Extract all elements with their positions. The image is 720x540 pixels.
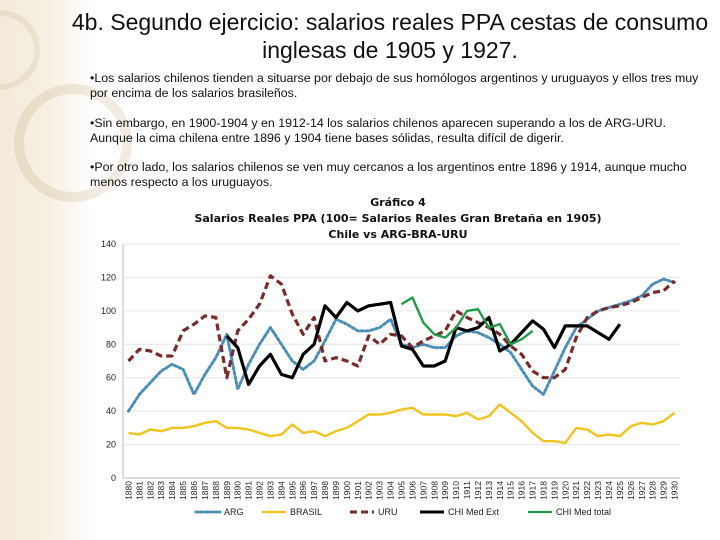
y-tick-label: 60 — [105, 372, 116, 383]
x-tick-label: 1914 — [494, 481, 505, 500]
y-tick-label: 20 — [105, 439, 116, 450]
slide-title: 4b. Segundo ejercicio: salarios reales PPA cestas de consumo inglesas de 1905 y 1927. — [71, 9, 709, 63]
series-line-chi-med-total — [402, 298, 533, 345]
x-tick-label: 1921 — [571, 481, 582, 500]
x-tick-label: 1884 — [167, 481, 178, 500]
x-tick-label: 1930 — [669, 481, 680, 500]
x-tick-label: 1894 — [276, 481, 287, 500]
x-tick-label: 1880 — [123, 481, 134, 500]
x-tick-label: 1881 — [134, 481, 145, 500]
x-tick-label: 1888 — [210, 481, 221, 500]
x-tick-label: 1899 — [330, 481, 341, 500]
chart-title-line-1: Gráfico 4 — [370, 196, 426, 209]
x-tick-label: 1890 — [232, 481, 243, 500]
x-tick-label: 1901 — [352, 481, 363, 500]
chart-series — [129, 276, 675, 443]
x-tick-label: 1889 — [221, 481, 232, 500]
bullet-1: •Los salarios chilenos tienden a situarse por debajo de sus homólogos argentinos y uruguayos y ellos tres muy por encima de los salarios brasileños. — [90, 71, 699, 100]
series-line-brasil — [129, 405, 675, 443]
x-tick-label: 1912 — [472, 481, 483, 500]
x-tick-label: 1910 — [451, 481, 462, 500]
chart-grid — [123, 244, 680, 478]
legend-label: CHI Med total — [556, 507, 612, 517]
x-tick-label: 1904 — [385, 481, 396, 500]
x-tick-label: 1907 — [418, 481, 429, 500]
x-tick-label: 1883 — [156, 481, 167, 500]
legend-label: CHI Med Ext — [448, 507, 500, 517]
y-tick-label: 140 — [100, 239, 116, 249]
x-tick-label: 1919 — [549, 481, 560, 500]
x-tick-label: 1909 — [440, 481, 451, 500]
x-tick-label: 1892 — [254, 481, 265, 500]
x-tick-label: 1885 — [178, 481, 189, 500]
x-tick-label: 1887 — [199, 481, 210, 500]
chart-title-group — [194, 196, 601, 241]
x-tick-label: 1920 — [560, 481, 571, 500]
y-tick-label: 0 — [110, 473, 116, 483]
x-tick-label: 1917 — [527, 481, 538, 500]
legend-label: URU — [378, 507, 398, 517]
y-tick-label: 80 — [105, 339, 116, 350]
x-tick-label: 1924 — [604, 481, 615, 500]
x-tick-label: 1911 — [462, 481, 473, 500]
legend-label: BRASIL — [290, 507, 323, 517]
x-tick-label: 1916 — [516, 481, 527, 500]
x-tick-label: 1903 — [374, 481, 385, 500]
chart-title-line-3: Chile vs ARG-BRA-URU — [328, 228, 468, 241]
x-tick-label: 1886 — [188, 481, 199, 500]
x-tick-label: 1913 — [483, 481, 494, 500]
bullet-3: •Por otro lado, los salarios chilenos se ven muy cercanos a los argentinos entre 1896 y 1914, aunque mucho menos respecto a los uruguayos. — [90, 160, 687, 189]
y-tick-label: 100 — [100, 305, 116, 316]
y-tick-label: 120 — [100, 272, 116, 283]
x-tick-label: 1925 — [614, 481, 625, 500]
x-tick-label: 1895 — [287, 481, 298, 500]
x-tick-label: 1891 — [243, 481, 254, 500]
y-axis — [101, 239, 123, 483]
x-tick-label: 1926 — [625, 481, 636, 500]
series-line-uru — [129, 276, 675, 378]
x-tick-label: 1923 — [593, 481, 604, 500]
y-tick-label: 40 — [105, 406, 116, 417]
chart-legend — [196, 507, 611, 517]
x-tick-label: 1918 — [538, 481, 549, 500]
x-tick-label: 1928 — [647, 481, 658, 500]
x-tick-label: 1898 — [320, 481, 331, 500]
x-tick-label: 1882 — [145, 481, 156, 500]
legend-label: ARG — [224, 507, 244, 517]
x-tick-label: 1922 — [582, 481, 593, 500]
x-tick-label: 1905 — [396, 481, 407, 500]
x-tick-label: 1915 — [505, 481, 516, 500]
chart-title-line-2: Salarios Reales PPA (100= Salarios Reales Gran Bretaña en 1905) — [194, 212, 602, 225]
x-tick-label: 1927 — [636, 481, 647, 500]
x-axis — [123, 478, 680, 500]
bullet-2: •Sin embargo, en 1900-1904 y en 1912-14 los salarios chilenos aparecen superando a los de ARG-URU. Aunque la cima chilena entre 1896 y 1904 tiene bases sólidas, resulta difícil de digerir. — [90, 116, 667, 145]
x-tick-label: 1908 — [429, 481, 440, 500]
x-tick-label: 1897 — [309, 481, 320, 500]
x-tick-label: 1906 — [407, 481, 418, 500]
x-tick-label: 1929 — [658, 481, 669, 500]
x-tick-label: 1893 — [265, 481, 276, 500]
x-tick-label: 1896 — [298, 481, 309, 500]
x-tick-label: 1900 — [341, 481, 352, 500]
x-tick-label: 1902 — [363, 481, 374, 500]
